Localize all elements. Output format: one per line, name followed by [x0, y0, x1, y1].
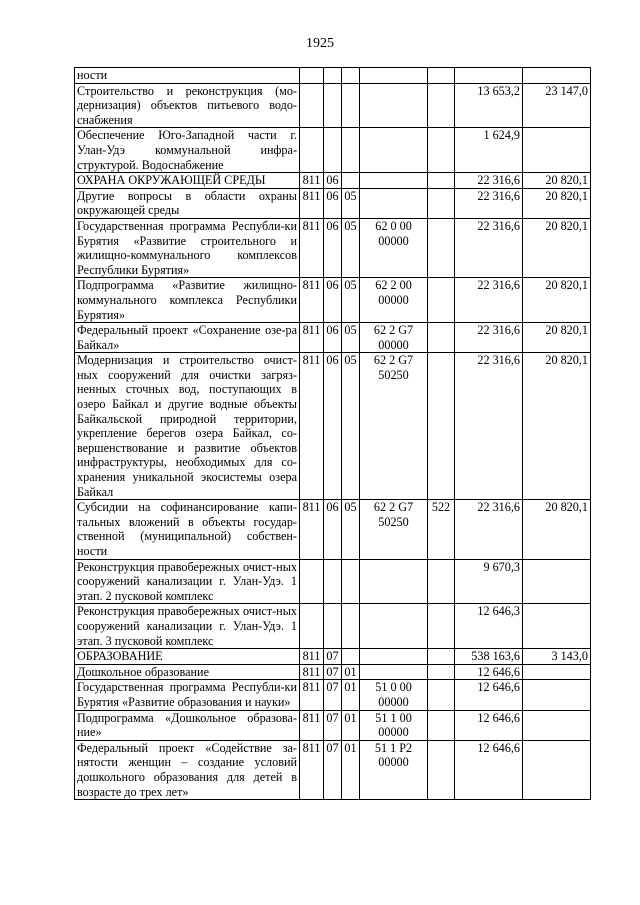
expense-type-cell — [428, 740, 455, 799]
subsection-code-cell: 01 — [342, 680, 360, 710]
expense-type-cell — [428, 559, 455, 604]
target-article-cell — [360, 188, 428, 218]
target-article-cell — [360, 128, 428, 173]
ministry-code-cell: 811 — [300, 680, 324, 710]
amount-1-cell: 13 653,2 — [455, 83, 523, 128]
amount-1-cell: 1 624,9 — [455, 128, 523, 173]
table-row — [75, 710, 591, 740]
target-article-cell — [360, 173, 428, 189]
row-name-cell: ОХРАНА ОКРУЖАЮЩЕЙ СРЕДЫ — [75, 173, 300, 189]
table-body — [75, 68, 591, 800]
table-row — [75, 188, 591, 218]
page-number: 1925 — [306, 36, 334, 51]
amount-2-cell — [523, 664, 591, 680]
table-row — [75, 500, 591, 559]
amount-2-cell: 20 820,1 — [523, 353, 591, 500]
amount-1-cell — [455, 68, 523, 84]
expense-type-cell — [428, 188, 455, 218]
row-name-cell: ности — [75, 68, 300, 84]
row-name-cell: Федеральный проект «Содействие за-нятости женщин – создание условий дошкольного образования для детей в возрасте до трех лет» — [75, 740, 300, 799]
table-row — [75, 664, 591, 680]
amount-1-cell: 22 316,6 — [455, 353, 523, 500]
table-row — [75, 604, 591, 649]
expense-type-cell — [428, 68, 455, 84]
expense-type-cell — [428, 353, 455, 500]
amount-1-cell: 22 316,6 — [455, 173, 523, 189]
section-code-cell: 07 — [324, 680, 342, 710]
subsection-code-cell: 05 — [342, 500, 360, 559]
target-article-cell — [360, 604, 428, 649]
row-name-cell: Субсидии на софинансирование капи-тальных вложений в объекты государ-ственной (муниципальной) собствен-ности — [75, 500, 300, 559]
subsection-code-cell: 05 — [342, 188, 360, 218]
subsection-code-cell — [342, 604, 360, 649]
section-code-cell — [324, 68, 342, 84]
table-row — [75, 173, 591, 189]
amount-2-cell — [523, 680, 591, 710]
expense-type-cell — [428, 649, 455, 665]
target-article-cell: 51 1 P2 00000 — [360, 740, 428, 799]
section-code-cell — [324, 83, 342, 128]
row-name-cell: Модернизация и строительство очист-ных сооружений для очистки загряз-ненных сточных вод, поступающих в озеро Байкал и другие водные объекты Байкальской природной территории, укрепление берегов озера Байкал, со-вершенствование и развитие объектов инфраструктуры, необходимых для со-хранения уникальной экосистемы озера Байкал — [75, 353, 300, 500]
subsection-code-cell — [342, 83, 360, 128]
amount-2-cell: 20 820,1 — [523, 218, 591, 277]
expense-type-cell: 522 — [428, 500, 455, 559]
row-name-cell: Подпрограмма «Дошкольное образова-ние» — [75, 710, 300, 740]
ministry-code-cell — [300, 83, 324, 128]
ministry-code-cell: 811 — [300, 323, 324, 353]
row-name-cell: Обеспечение Юго-Западной части г. Улан-Удэ коммунальной инфра-структурой. Водоснабжение — [75, 128, 300, 173]
section-code-cell — [324, 128, 342, 173]
amount-1-cell: 12 646,6 — [455, 710, 523, 740]
amount-2-cell — [523, 128, 591, 173]
expense-type-cell — [428, 604, 455, 649]
amount-2-cell: 20 820,1 — [523, 323, 591, 353]
section-code-cell: 07 — [324, 649, 342, 665]
subsection-code-cell — [342, 173, 360, 189]
amount-2-cell: 20 820,1 — [523, 278, 591, 323]
section-code-cell: 06 — [324, 323, 342, 353]
ministry-code-cell: 811 — [300, 188, 324, 218]
amount-1-cell: 22 316,6 — [455, 218, 523, 277]
amount-1-cell: 22 316,6 — [455, 500, 523, 559]
subsection-code-cell: 01 — [342, 710, 360, 740]
section-code-cell: 06 — [324, 278, 342, 323]
budget-table — [74, 67, 591, 800]
expense-type-cell — [428, 128, 455, 173]
ministry-code-cell: 811 — [300, 218, 324, 277]
subsection-code-cell — [342, 649, 360, 665]
target-article-cell — [360, 649, 428, 665]
section-code-cell: 07 — [324, 710, 342, 740]
subsection-code-cell: 01 — [342, 740, 360, 799]
expense-type-cell — [428, 218, 455, 277]
amount-2-cell — [523, 604, 591, 649]
subsection-code-cell — [342, 128, 360, 173]
amount-1-cell: 22 316,6 — [455, 278, 523, 323]
section-code-cell: 06 — [324, 500, 342, 559]
table-row — [75, 740, 591, 799]
section-code-cell: 06 — [324, 173, 342, 189]
target-article-cell: 51 0 00 00000 — [360, 680, 428, 710]
amount-2-cell: 20 820,1 — [523, 500, 591, 559]
ministry-code-cell — [300, 68, 324, 84]
ministry-code-cell: 811 — [300, 173, 324, 189]
target-article-cell — [360, 559, 428, 604]
target-article-cell: 62 2 G7 00000 — [360, 323, 428, 353]
target-article-cell: 62 2 00 00000 — [360, 278, 428, 323]
ministry-code-cell — [300, 604, 324, 649]
target-article-cell: 62 2 G7 50250 — [360, 353, 428, 500]
ministry-code-cell: 811 — [300, 353, 324, 500]
amount-2-cell — [523, 710, 591, 740]
target-article-cell: 62 2 G7 50250 — [360, 500, 428, 559]
row-name-cell: Реконструкция правобережных очист-ных сооружений канализации г. Улан-Удэ. 1 этап. 3 пусковой комплекс — [75, 604, 300, 649]
ministry-code-cell — [300, 559, 324, 604]
subsection-code-cell: 05 — [342, 218, 360, 277]
target-article-cell: 51 1 00 00000 — [360, 710, 428, 740]
row-name-cell: Подпрограмма «Развитие жилищно-коммунального комплекса Республики Бурятия» — [75, 278, 300, 323]
section-code-cell: 06 — [324, 353, 342, 500]
row-name-cell: Федеральный проект «Сохранение озе-ра Байкал» — [75, 323, 300, 353]
row-name-cell: ОБРАЗОВАНИЕ — [75, 649, 300, 665]
amount-2-cell: 20 820,1 — [523, 173, 591, 189]
expense-type-cell — [428, 710, 455, 740]
table-row — [75, 128, 591, 173]
amount-2-cell — [523, 559, 591, 604]
target-article-cell — [360, 664, 428, 680]
row-name-cell: Государственная программа Республи-ки Бурятия «Развитие образования и науки» — [75, 680, 300, 710]
table-row — [75, 559, 591, 604]
subsection-code-cell: 05 — [342, 353, 360, 500]
table-row — [75, 218, 591, 277]
ministry-code-cell: 811 — [300, 500, 324, 559]
expense-type-cell — [428, 278, 455, 323]
table-row — [75, 83, 591, 128]
amount-2-cell: 20 820,1 — [523, 188, 591, 218]
expense-type-cell — [428, 83, 455, 128]
amount-1-cell: 12 646,6 — [455, 664, 523, 680]
subsection-code-cell: 01 — [342, 664, 360, 680]
amount-1-cell: 9 670,3 — [455, 559, 523, 604]
ministry-code-cell: 811 — [300, 664, 324, 680]
subsection-code-cell — [342, 559, 360, 604]
expense-type-cell — [428, 680, 455, 710]
table-row — [75, 323, 591, 353]
row-name-cell: Реконструкция правобережных очист-ных сооружений канализации г. Улан-Удэ. 1 этап. 2 пусковой комплекс — [75, 559, 300, 604]
section-code-cell — [324, 604, 342, 649]
table-row — [75, 68, 591, 84]
table-row — [75, 680, 591, 710]
subsection-code-cell — [342, 68, 360, 84]
expense-type-cell — [428, 323, 455, 353]
section-code-cell: 06 — [324, 188, 342, 218]
amount-1-cell: 22 316,6 — [455, 188, 523, 218]
amount-2-cell — [523, 68, 591, 84]
section-code-cell: 07 — [324, 740, 342, 799]
ministry-code-cell: 811 — [300, 649, 324, 665]
amount-2-cell: 23 147,0 — [523, 83, 591, 128]
target-article-cell — [360, 83, 428, 128]
row-name-cell: Дошкольное образование — [75, 664, 300, 680]
amount-1-cell: 12 646,6 — [455, 740, 523, 799]
amount-2-cell: 3 143,0 — [523, 649, 591, 665]
subsection-code-cell: 05 — [342, 278, 360, 323]
amount-1-cell: 12 646,3 — [455, 604, 523, 649]
ministry-code-cell: 811 — [300, 710, 324, 740]
row-name-cell: Строительство и реконструкция (мо-дернизация) объектов питьевого водо-снабжения — [75, 83, 300, 128]
amount-1-cell: 22 316,6 — [455, 323, 523, 353]
table-row — [75, 649, 591, 665]
table-row — [75, 278, 591, 323]
expense-type-cell — [428, 173, 455, 189]
expense-type-cell — [428, 664, 455, 680]
section-code-cell: 07 — [324, 664, 342, 680]
ministry-code-cell: 811 — [300, 278, 324, 323]
target-article-cell — [360, 68, 428, 84]
amount-2-cell — [523, 740, 591, 799]
target-article-cell: 62 0 00 00000 — [360, 218, 428, 277]
section-code-cell: 06 — [324, 218, 342, 277]
row-name-cell: Другие вопросы в области охраны окружающей среды — [75, 188, 300, 218]
ministry-code-cell: 811 — [300, 740, 324, 799]
ministry-code-cell — [300, 128, 324, 173]
amount-1-cell: 12 646,6 — [455, 680, 523, 710]
section-code-cell — [324, 559, 342, 604]
row-name-cell: Государственная программа Республи-ки Бурятия «Развитие строительного и жилищно-коммунального комплексов Республики Бурятия» — [75, 218, 300, 277]
amount-1-cell: 538 163,6 — [455, 649, 523, 665]
table-row — [75, 353, 591, 500]
subsection-code-cell: 05 — [342, 323, 360, 353]
